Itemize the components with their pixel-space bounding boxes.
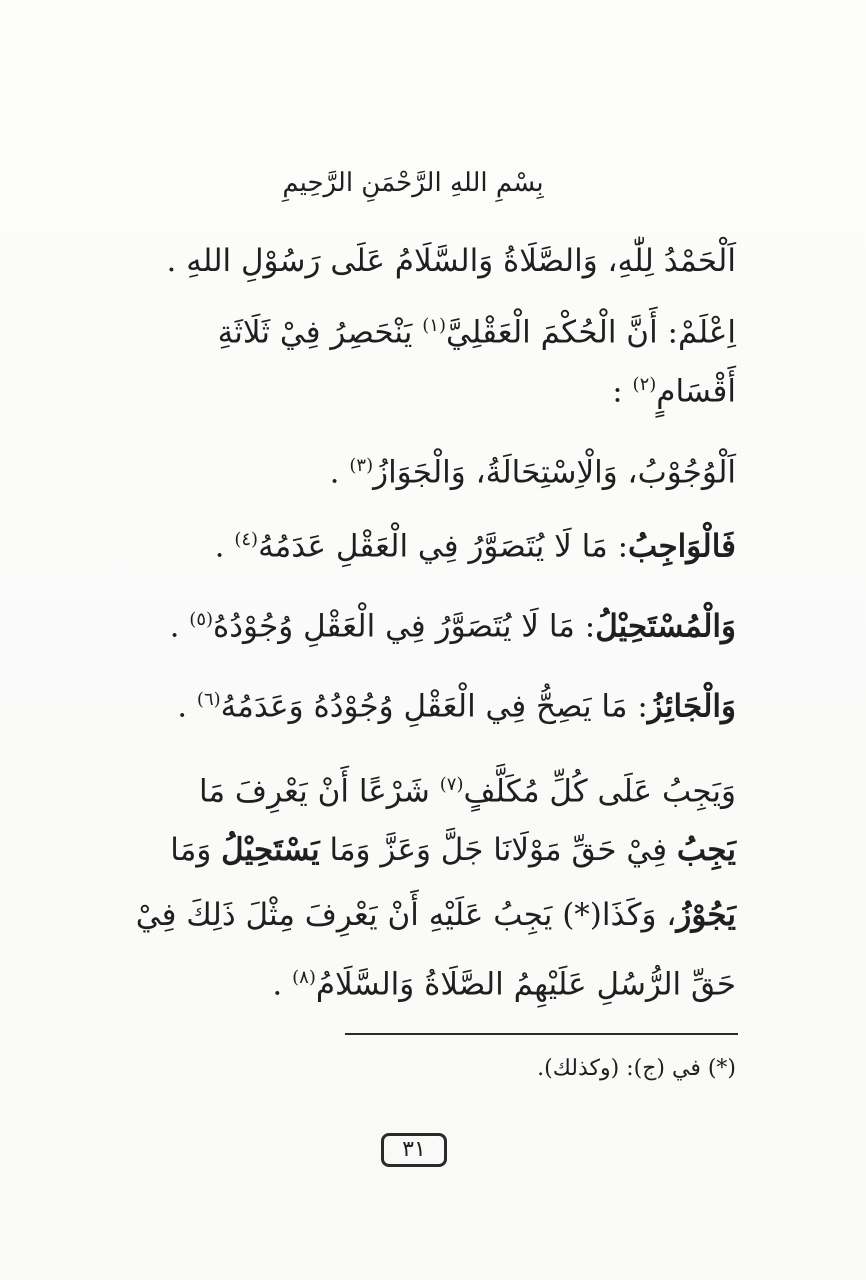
definition-mustahil — [90, 600, 736, 646]
definition-wajib — [90, 520, 736, 566]
line-text: يَنْحَصِرُ فِيْ ثَلَاثَةِ — [217, 314, 423, 351]
term-mustahil: وَالْمُسْتَحِيْلُ — [595, 608, 736, 645]
footnote-ref: (٨) — [292, 967, 316, 988]
text-line-1 — [90, 241, 736, 281]
text-line-2 — [90, 306, 736, 352]
footnote: (*) في (ج): (وكذلك). — [537, 1056, 736, 1081]
main-text — [90, 0, 736, 1020]
text-line-11 — [90, 958, 736, 1004]
line-text: فِيْ حَقِّ مَوْلَانَا جَلَّ وَعَزَّ وَمَا — [319, 832, 677, 868]
emphasized-word: يَسْتَحِيْلُ — [221, 832, 320, 868]
line-text: : مَا لَا يُتَصَوَّرُ فِي الْعَقْلِ عَدَمُهُ — [258, 528, 629, 565]
line-text: أَقْسَامٍ — [656, 373, 736, 410]
emphasized-word: يَجُوْزُ — [676, 897, 736, 933]
line-text: ، وَكَذَا(*) يَجِبُ عَلَيْهِ أَنْ يَعْرِفَ مِثْلَ ذَلِكَ فِيْ — [135, 897, 677, 933]
footnote-ref: (٢) — [632, 374, 657, 395]
footnote-ref: (٤) — [234, 529, 259, 550]
text-line-8 — [90, 765, 736, 811]
footnote-ref: (٧) — [439, 774, 464, 795]
page-number: ٣١ — [402, 1137, 426, 1162]
line-text: حَقِّ الرُّسُلِ عَلَيْهِمُ الصَّلَاةُ وَالسَّلَامُ — [315, 966, 736, 1003]
basmala: بِسْمِ اللهِ الرَّحْمَنِ الرَّحِيمِ — [282, 168, 544, 198]
line-text: . — [329, 454, 350, 491]
line-text: شَرْعًا أَنْ يَعْرِفَ مَا — [199, 773, 440, 810]
definition-jaiz — [90, 680, 736, 726]
term-jaiz: وَالْجَائِزُ — [647, 688, 736, 725]
footnote-ref: (٦) — [196, 689, 221, 710]
text-line-10 — [90, 895, 736, 935]
line-text: وَيَجِبُ عَلَى كُلِّ مُكَلَّفٍ — [463, 773, 736, 810]
emphasized-word: يَجِبُ — [676, 832, 736, 868]
line-text: : مَا يَصِحُّ فِي الْعَقْلِ وُجُوْدُهُ وَعَدَمُهُ — [220, 688, 648, 725]
line-text: . — [177, 688, 197, 725]
footnote-divider — [345, 1033, 738, 1035]
line-text: اَلْحَمْدُ لِلّٰهِ، وَالصَّلَاةُ وَالسَّلَامُ عَلَى رَسُوْلِ اللهِ . — [166, 243, 736, 279]
line-text: وَمَا — [170, 832, 222, 868]
line-text: . — [214, 528, 235, 565]
text-line-4 — [90, 446, 736, 492]
line-text: . — [169, 608, 190, 645]
footnote-ref: (٣) — [349, 455, 374, 476]
page-number-badge — [381, 1133, 447, 1167]
text-line-9 — [90, 830, 736, 870]
footnote-ref: (١) — [422, 315, 446, 336]
line-text: : مَا لَا يُتَصَوَّرُ فِي الْعَقْلِ وُجُوْدُهُ — [213, 608, 596, 645]
text-line-3 — [90, 365, 736, 411]
term-wajib: فَالْوَاجِبُ — [628, 528, 736, 565]
line-text: . — [272, 966, 293, 1003]
line-text: اِعْلَمْ: أَنَّ الْحُكْمَ الْعَقْلِيَّ — [445, 314, 736, 351]
footnote-ref: (٥) — [189, 609, 214, 630]
line-text: : — [612, 373, 633, 410]
line-text: اَلْوُجُوْبُ، وَالْاِسْتِحَالَةُ، وَالْجَوَازُ — [373, 454, 736, 491]
